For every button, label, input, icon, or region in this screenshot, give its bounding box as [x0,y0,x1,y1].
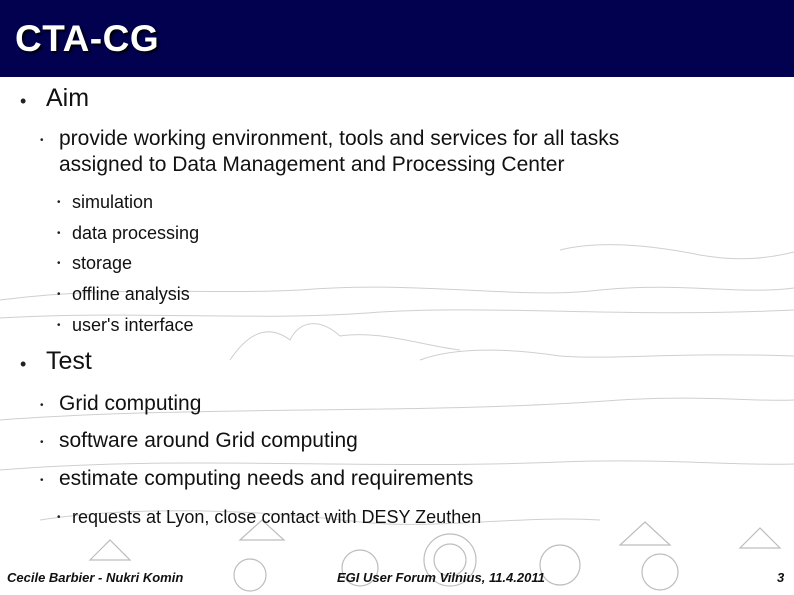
bullet-aim-label: Aim [46,84,90,112]
aim-subitem-text: simulation [72,192,154,212]
slide-title: CTA-CG [15,18,160,59]
bullet-test-label: Test [46,347,92,375]
footer-authors: Cecile Barbier - Nukri Komin [7,570,184,585]
bullet-icon: • [57,289,61,300]
bullet-icon: • [20,354,27,374]
aim-point-line1: provide working environment, tools and services for all tasks [59,127,620,150]
aim-subitem-text: offline analysis [72,284,190,304]
aim-point-line2: assigned to Data Management and Processing Center [59,153,565,176]
bullet-icon: • [20,91,27,111]
bullet-icon: • [40,135,44,146]
aim-subitem-text: user's interface [72,315,194,335]
bullet-icon: • [57,320,61,331]
test-subitem-text: requests at Lyon, close contact with DESY Zeuthen [72,507,482,527]
bullet-icon: • [40,400,44,411]
bullet-icon: • [40,475,44,486]
footer-page-number: 3 [777,570,785,585]
test-point-text: estimate computing needs and requirements [59,467,474,490]
aim-subitem-text: storage [72,253,133,273]
bullet-icon: • [57,197,61,208]
aim-subitem-text: data processing [72,223,200,243]
footer-event: EGI User Forum Vilnius, 11.4.2011 [337,570,545,585]
bullet-icon: • [57,258,61,269]
test-point-text: Grid computing [59,392,202,415]
test-point-text: software around Grid computing [59,429,358,452]
bullet-icon: • [57,512,61,523]
bullet-icon: • [40,437,44,448]
bullet-icon: • [57,228,61,239]
